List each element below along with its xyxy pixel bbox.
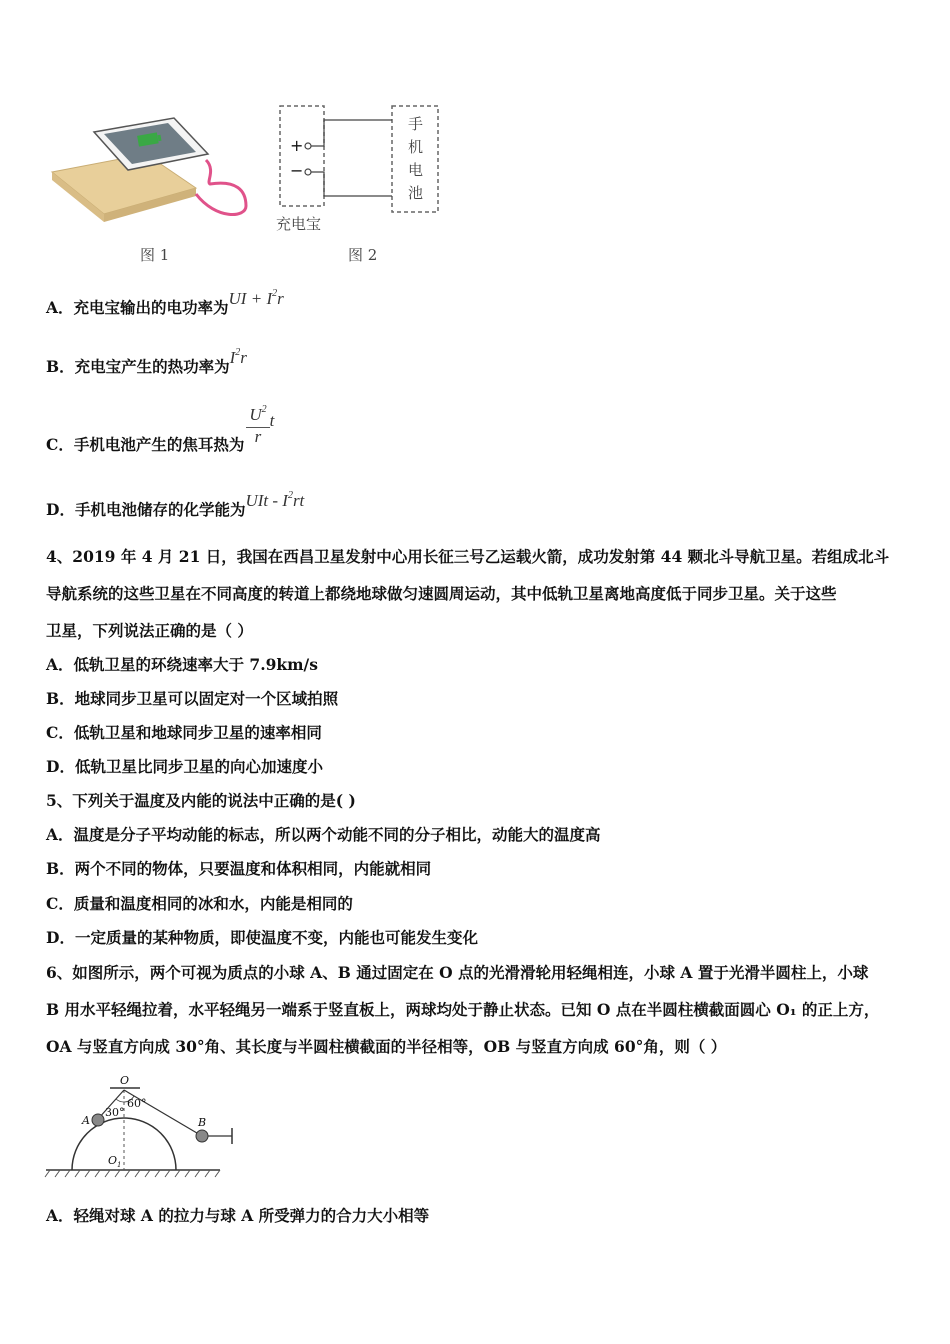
q4-stem-line-2: 导航系统的这些卫星在不同高度的转道上都绕地球做匀速圆周运动，其中低轨卫星离地高度低于同步卫星。关于这些 (46, 584, 837, 603)
pulley-half-cylinder-diagram (44, 1074, 244, 1184)
q3-option-a-formula: UI + $I^2r$ (228, 288, 284, 308)
power-bank-box-label: 充电宝 (276, 215, 322, 233)
q6-figure-label-a: A (82, 1114, 90, 1127)
q6-figure-angle-30: 30° (105, 1106, 125, 1119)
q4-stem-line-3: 卫星，下列说法正确的是（ ） (46, 621, 253, 640)
q4-option-d: D．低轨卫星比同步卫星的向心加速度小 (46, 757, 323, 776)
figure-1-caption: 图 1 (140, 246, 170, 264)
phone-battery-label-char-2: 机 (408, 138, 424, 156)
q4-option-a: A．低轨卫星的环绕速率大于 7.9km/s (46, 655, 318, 674)
figure-2-caption: 图 2 (348, 246, 378, 264)
q3-option-c-fraction: $\frac{U^2}{r}$ (246, 406, 269, 446)
q3-option-a (46, 288, 284, 321)
q6-figure-label-o: O (120, 1074, 130, 1087)
q6-option-a: A．轻绳对球 A 的拉力与球 A 所受弹力的合力大小相等 (46, 1206, 430, 1225)
q3-option-b (46, 347, 247, 380)
q6-figure-angle-60: 60° (127, 1097, 147, 1110)
q5-option-b: B．两个不同的物体，只要温度和体积相同，内能就相同 (46, 859, 432, 878)
circuit-plus-sign: + (290, 136, 304, 155)
q5-stem: 5、下列关于温度及内能的说法中正确的是( ) (46, 791, 356, 810)
q6-figure (44, 1074, 244, 1184)
q3-option-c (46, 406, 274, 456)
q3-option-d-formula: UIt - $I^2rt$ (245, 490, 305, 510)
phone-battery-label-char-4: 池 (408, 184, 424, 202)
q4-option-c: C．低轨卫星和地球同步卫星的速率相同 (46, 723, 322, 742)
phone-battery-label-char-3: 电 (408, 161, 424, 179)
q5-option-a: A．温度是分子平均动能的标志，所以两个动能不同的分子相比，动能大的温度高 (46, 825, 601, 844)
q3-option-d-text: D．手机电池储存的化学能为 (46, 500, 246, 519)
q6-stem-line-3: OA 与竖直方向成 30°角、其长度与半圆柱横截面的半径相等，OB 与竖直方向成 60°角，则（ ） (46, 1037, 727, 1056)
q4-option-b: B．地球同步卫星可以固定对一个区域拍照 (46, 689, 339, 708)
q5-option-c: C．质量和温度相同的冰和水，内能是相同的 (46, 894, 353, 913)
q3-option-c-text: C．手机电池产生的焦耳热为 (46, 435, 245, 454)
phone-battery-label-char-1: 手 (408, 115, 424, 133)
figure-1-power-bank-photo (46, 110, 256, 240)
q3-option-d (46, 490, 305, 523)
q6-stem-line-1: 6、如图所示，两个可视为质点的小球 A、B 通过固定在 O 点的光滑滑轮用轻绳相连，小球 A 置于光滑半圆柱上，小球 (46, 963, 869, 982)
power-bank-phone-illustration (46, 110, 256, 240)
q6-figure-label-o1: $O_1$ (108, 1154, 122, 1170)
circuit-minus-sign: − (290, 161, 304, 180)
q6-figure-label-b: B (198, 1116, 207, 1129)
q3-option-a-text: A．充电宝输出的电功率为 (46, 298, 229, 317)
q3-option-c-tail: t (269, 411, 275, 430)
q5-option-d: D．一定质量的某种物质，即使温度不变，内能也可能发生变化 (46, 928, 478, 947)
q4-stem-line-1: 4、2019 年 4 月 21 日，我国在西昌卫星发射中心用长征三号乙运载火箭，成功发射第 44 颗北斗导航卫星。若组成北斗 (46, 547, 890, 566)
q3-option-b-formula: $I^2r$ (229, 347, 247, 367)
q6-stem-line-2: B 用水平轻绳拉着，水平轻绳另一端系于竖直板上，两球均处于静止状态。已知 O 点在半圆柱横截面圆心 O₁ 的正上方， (46, 1000, 880, 1019)
q3-option-b-text: B．充电宝产生的热功率为 (46, 357, 230, 376)
